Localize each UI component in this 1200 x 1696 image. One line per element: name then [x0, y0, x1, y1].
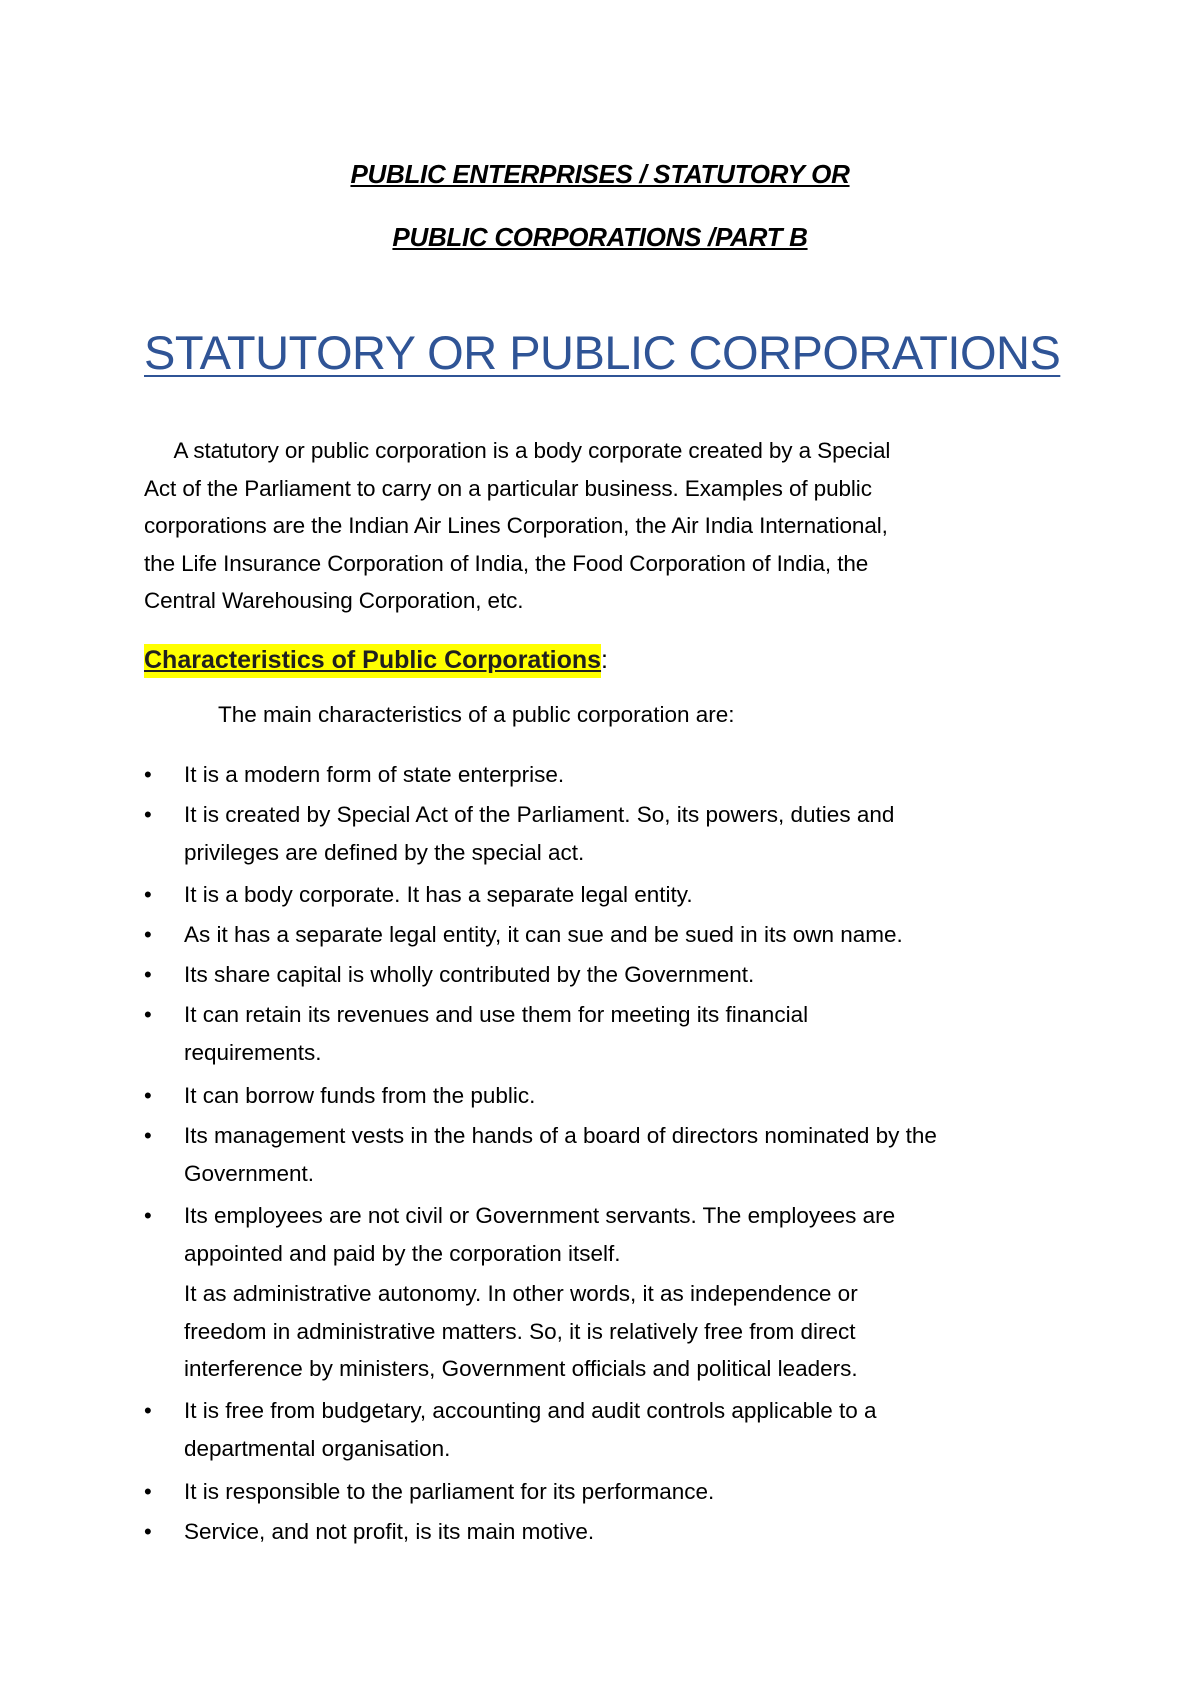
bullet-icon: •	[144, 1123, 152, 1148]
intro-line: Act of the Parliament to carry on a particular business. Examples of public	[144, 475, 872, 501]
section-heading	[144, 640, 608, 680]
bullet-icon: •	[144, 1203, 152, 1228]
header-line-2: PUBLIC CORPORATIONS /PART B	[392, 222, 808, 252]
header-line-1: PUBLIC ENTERPRISES / STATUTORY OR	[350, 159, 850, 189]
paragraph-line: interference by ministers, Government officials and political leaders.	[184, 1356, 858, 1382]
list-item-text: It is a body corporate. It has a separate legal entity.	[184, 882, 693, 907]
list-item-text: Service, and not profit, is its main motive.	[184, 1519, 595, 1544]
bullet-icon: •	[144, 802, 152, 827]
bullet-icon: •	[144, 762, 152, 787]
bullet-icon: •	[144, 922, 152, 947]
bullet-icon: •	[144, 1479, 152, 1504]
intro-line: A statutory or public corporation is a body corporate created by a Special	[144, 438, 891, 463]
page-title: STATUTORY OR PUBLIC CORPORATIONS	[144, 326, 1061, 379]
list-item-text: appointed and paid by the corporation itself.	[184, 1240, 621, 1266]
section-heading-text: Characteristics of Public Corporations	[144, 644, 601, 678]
list-item-text: It is free from budgetary, accounting and audit controls applicable to a	[184, 1398, 877, 1423]
list-item-text: Its employees are not civil or Government servants. The employees are	[184, 1203, 896, 1228]
autonomy-paragraph	[184, 1275, 1084, 1388]
bullet-icon: •	[144, 1002, 152, 1027]
bullet-icon: •	[144, 882, 152, 907]
list-item-text: As it has a separate legal entity, it can sue and be sued in its own name.	[184, 922, 903, 947]
intro-paragraph	[144, 432, 1064, 620]
bullet-icon: •	[144, 1519, 152, 1544]
list-item-text: requirements.	[184, 1039, 322, 1065]
list-item-text: It can borrow funds from the public.	[184, 1083, 536, 1108]
paragraph-line: It as administrative autonomy. In other words, it as independence or	[184, 1281, 858, 1306]
list-item-text: It is created by Special Act of the Parliament. So, its powers, duties and	[184, 802, 895, 827]
section-lead: The main characteristics of a public corporation are:	[218, 702, 735, 727]
list-item-text: Government.	[184, 1160, 315, 1186]
list-item-text: privileges are defined by the special act.	[184, 839, 585, 865]
intro-line: the Life Insurance Corporation of India, the Food Corporation of India, the	[144, 550, 869, 576]
list-item-text: departmental organisation.	[184, 1435, 451, 1461]
list-item-text: Its share capital is wholly contributed by the Government.	[184, 962, 755, 987]
paragraph-line: freedom in administrative matters. So, it is relatively free from direct	[184, 1318, 856, 1344]
bullet-icon: •	[144, 1083, 152, 1108]
list-item-text: It can retain its revenues and use them for meeting its financial	[184, 1002, 809, 1027]
bullet-icon: •	[144, 962, 152, 987]
bullet-icon: •	[144, 1398, 152, 1423]
section-heading-colon: :	[601, 646, 608, 674]
list-item-text: Its management vests in the hands of a board of directors nominated by the	[184, 1123, 937, 1148]
intro-line: corporations are the Indian Air Lines Corporation, the Air India International,	[144, 513, 888, 539]
intro-line: Central Warehousing Corporation, etc.	[144, 588, 524, 614]
list-item-text: It is responsible to the parliament for its performance.	[184, 1479, 715, 1504]
list-item-text: It is a modern form of state enterprise.	[184, 762, 565, 787]
